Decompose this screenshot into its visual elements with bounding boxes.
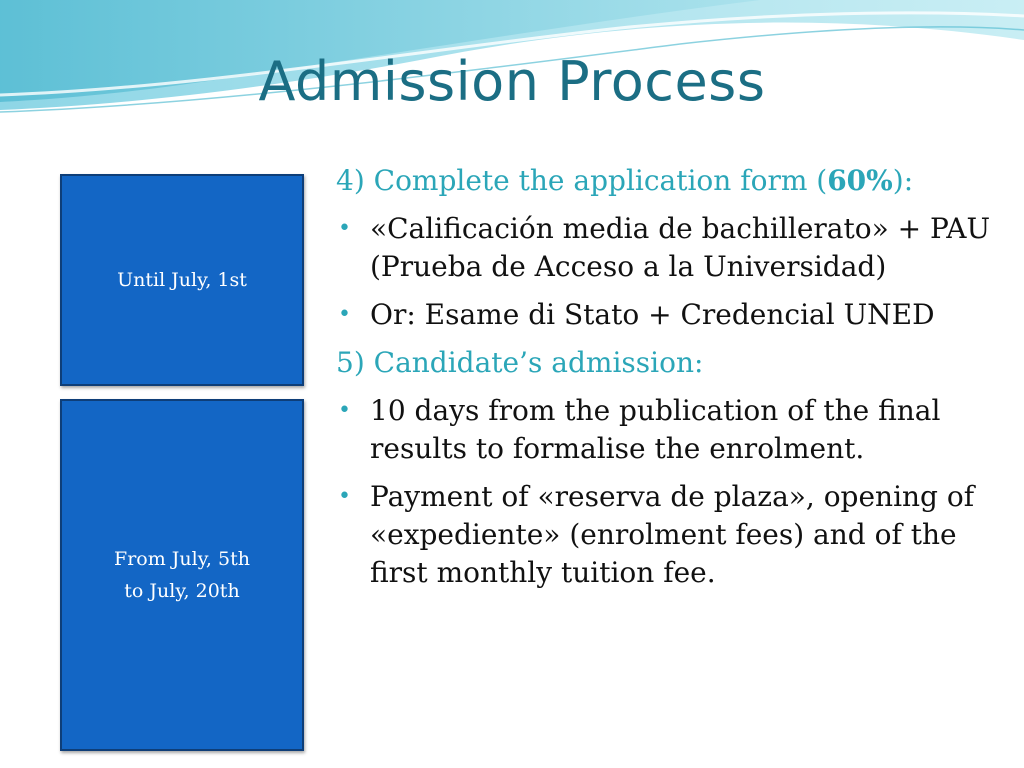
timeline-box-2-line-2: to July, 20th bbox=[124, 580, 240, 602]
bullet-item bbox=[336, 392, 1006, 468]
content-area bbox=[336, 162, 1006, 602]
bullet-item bbox=[336, 210, 1006, 286]
admission-bullets bbox=[336, 392, 1006, 592]
bullet-item bbox=[336, 296, 1006, 334]
section-heading-application bbox=[336, 162, 1006, 200]
bullet-text: «Calificación media de bachillerato» + PAU (Prueba de Acceso a la Universidad) bbox=[370, 212, 991, 283]
heading-text: 4) Complete the application form ( bbox=[336, 164, 828, 197]
bullet-icon: • bbox=[338, 302, 351, 327]
bullet-icon: • bbox=[338, 216, 351, 241]
slide-title: Admission Process bbox=[258, 50, 766, 113]
bullet-text: Or: Esame di Stato + Credencial UNED bbox=[370, 298, 935, 331]
bullet-item bbox=[336, 478, 1006, 592]
bullet-text: Payment of «reserva de plaza», opening of «expediente» (enrolment fees) and of the first monthly tuition fee. bbox=[370, 480, 975, 589]
section-heading-admission: 5) Candidate’s admission: bbox=[336, 346, 704, 379]
bullet-icon: • bbox=[338, 398, 351, 423]
heading-text-end: ): bbox=[892, 164, 914, 197]
application-bullets bbox=[336, 210, 1006, 334]
timeline-box-2 bbox=[60, 399, 304, 751]
timeline-box-1 bbox=[60, 174, 304, 386]
bullet-text: 10 days from the publication of the final results to formalise the enrolment. bbox=[370, 394, 941, 465]
timeline-box-2-line-1: From July, 5th bbox=[114, 548, 250, 570]
timeline-box-1-text: Until July, 1st bbox=[117, 269, 247, 291]
bullet-icon: • bbox=[338, 484, 351, 509]
percentage-highlight: 60% bbox=[827, 164, 893, 197]
